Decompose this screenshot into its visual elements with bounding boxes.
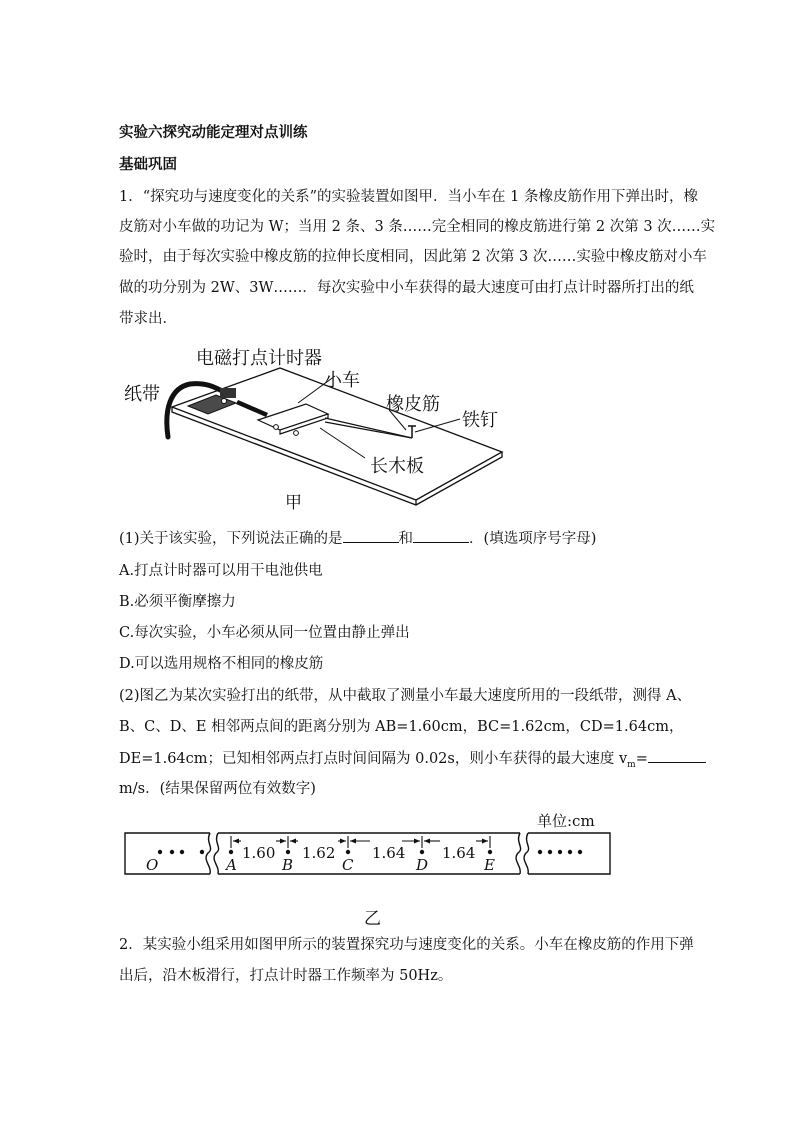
q1-part1-prompt (119, 528, 596, 549)
q1-part2-line: m/s．(结果保留两位有效数字) (119, 781, 316, 797)
board-label: 长木板 (370, 456, 424, 477)
figure-paper-tape (120, 808, 620, 880)
answer-blank-3[interactable] (648, 748, 706, 763)
q1-part2-line: B、C、D、E 相邻两点间的距离分别为 AB=1.60cm，BC=1.62cm，CD=1.64cm， (119, 719, 684, 735)
q1-part2-line (119, 748, 706, 775)
point-c-label: C (342, 856, 354, 874)
distance-ab: 1.60 (242, 844, 276, 862)
q1-text-line: 1．“探究功与速度变化的关系”的实验装置如图甲．当小车在 1 条橡皮筋作用下弹出时，橡 (119, 189, 698, 205)
option-b: B.必须平衡摩擦力 (119, 594, 236, 610)
q2-text-line: 2．某实验小组采用如图甲所示的装置探究功与速度变化的关系。小车在橡皮筋的作用下弹 (119, 937, 694, 953)
distance-bc: 1.62 (302, 844, 336, 862)
q2-text-line: 出后，沿木板滑行，打点计时器工作频率为 50Hz。 (119, 968, 453, 984)
option-c: C.每次实验，小车必须从同一位置由静止弹出 (119, 625, 410, 641)
point-d-label: D (416, 856, 429, 874)
nail-label: 铁钉 (462, 410, 498, 431)
figure-b-caption: 乙 (364, 909, 381, 929)
part2-speed-text: DE=1.64cm；已知相邻两点打点时间间隔为 0.02s，则小车获得的最大速度 v (119, 751, 628, 767)
point-a-label: A (226, 856, 237, 874)
point-e-label: E (484, 856, 495, 874)
figure-apparatus (120, 340, 520, 515)
section-heading: 基础巩固 (119, 156, 177, 173)
part1-suffix: ．(填选项序号字母) (469, 531, 597, 547)
part1-middle: 和 (398, 531, 414, 547)
point-o-label: O (146, 856, 159, 874)
q1-text-line: 验时，由于每次实验中橡皮筋的拉伸长度相同，因此第 2 次第 3 次……实验中橡皮筋对小车 (119, 249, 707, 265)
timer-label: 电磁打点计时器 (196, 348, 322, 369)
option-a: A.打点计时器可以用干电池供电 (119, 563, 323, 579)
q1-part2-line: (2)图乙为某次实验打出的纸带，从中截取了测量小车最大速度所用的一段纸带，测得 A、 (119, 688, 692, 704)
part1-prefix: (1)关于该实验，下列说法正确的是 (119, 531, 343, 547)
document-title: 实验六探究动能定理对点训练 (119, 124, 308, 141)
equals-sign: = (635, 751, 648, 767)
speed-subscript: m (627, 759, 636, 770)
cart-label: 小车 (324, 370, 360, 391)
option-d: D.可以选用规格不相同的橡皮筋 (119, 656, 324, 672)
tape-unit-label: 单位:cm (537, 812, 595, 830)
answer-blank-2[interactable] (413, 528, 469, 543)
tape-label: 纸带 (124, 384, 160, 405)
q1-text-line: 皮筋对小车做的功记为 W；当用 2 条、3 条……完全相同的橡皮筋进行第 2 次第 3 次……实 (119, 219, 716, 235)
distance-cd: 1.64 (372, 844, 406, 862)
q1-text-line: 做的功分别为 2W、3W……．每次实验中小车获得的最大速度可由打点计时器所打出的纸 (119, 280, 694, 296)
answer-blank-1[interactable] (343, 528, 399, 543)
figure-a-caption: 甲 (285, 493, 302, 513)
point-b-label: B (282, 856, 294, 874)
rubber-band-label: 橡皮筋 (386, 394, 440, 415)
q1-text-line: 带求出． (119, 311, 177, 327)
distance-de: 1.64 (442, 844, 476, 862)
